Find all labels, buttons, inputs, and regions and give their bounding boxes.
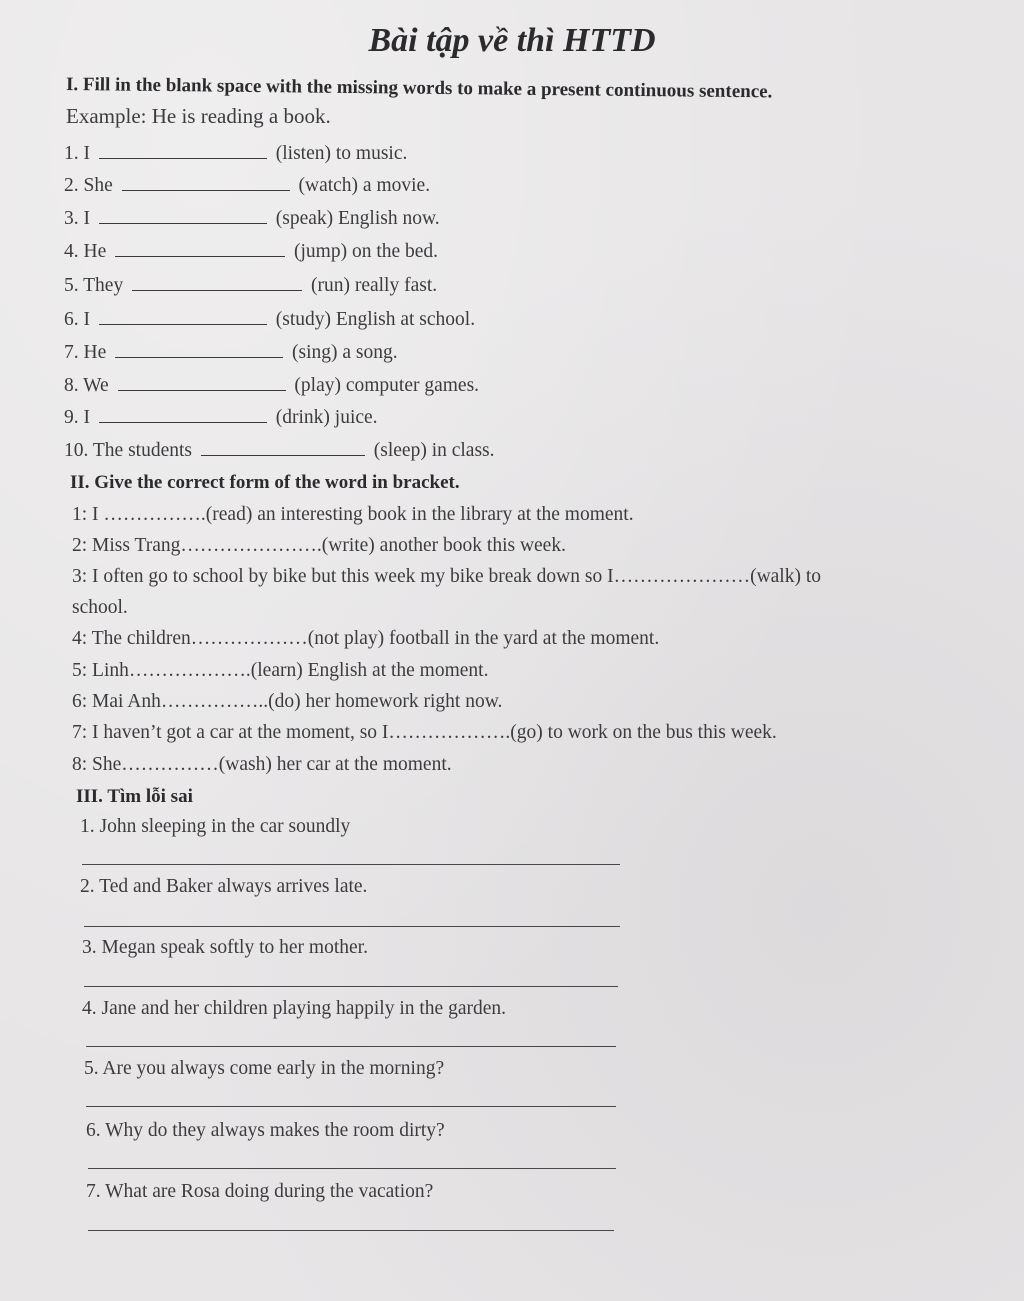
answer-blank	[118, 372, 286, 391]
s2-item-2: 2: Miss Trang………………….(write) another book this week.	[72, 535, 566, 556]
answer-line	[84, 986, 618, 987]
answer-blank	[99, 140, 267, 159]
s2-item-6: 6: Mai Anh……………..(do) her homework right now.	[72, 691, 503, 712]
s1-item-3: 3. I (speak) English now.	[64, 205, 440, 230]
s1-item-8: 8. We (play) computer games.	[64, 372, 479, 397]
s1-item-9: 9. I (drink) juice.	[64, 404, 378, 429]
answer-blank	[115, 238, 285, 257]
s3-item-7: 7. What are Rosa doing during the vacation?	[86, 1181, 434, 1202]
answer-line	[82, 864, 620, 865]
s2-item-3: 3: I often go to school by bike but this week my bike break down so I…………………(walk) to	[72, 566, 822, 587]
s2-item-3-cont: school.	[72, 597, 128, 618]
s2-item-8: 8: She……………(wash) her car at the moment.	[72, 754, 452, 775]
page-title: Bài tập về thì HTTD	[368, 22, 656, 59]
s1-item-2: 2. She (watch) a movie.	[64, 172, 430, 197]
s3-item-5: 5. Are you always come early in the morning?	[84, 1058, 445, 1079]
answer-line	[86, 1106, 616, 1107]
answer-line	[88, 1168, 616, 1169]
answer-blank	[99, 306, 267, 325]
s3-item-4: 4. Jane and her children playing happily in the garden.	[82, 998, 506, 1019]
s2-item-5: 5: Linh……………….(learn) English at the moment.	[72, 660, 489, 681]
section3-heading: III. Tìm lỗi sai	[76, 786, 193, 807]
s1-item-5: 5. They (run) really fast.	[64, 272, 437, 297]
answer-blank	[99, 404, 267, 423]
s2-item-4: 4: The children………………(not play) football in the yard at the moment.	[72, 628, 660, 649]
section1-heading: I. Fill in the blank space with the missing words to make a present continuous sentence.	[65, 74, 773, 103]
s1-item-1: 1. I (listen) to music.	[64, 140, 407, 165]
section1-example: Example: He is reading a book.	[66, 104, 331, 128]
s1-item-7: 7. He (sing) a song.	[64, 339, 398, 364]
s1-item-4: 4. He (jump) on the bed.	[64, 238, 438, 263]
s3-item-3: 3. Megan speak softly to her mother.	[82, 937, 368, 958]
answer-blank	[122, 172, 290, 191]
s1-item-10: 10. The students (sleep) in class.	[64, 437, 495, 462]
answer-line	[84, 926, 620, 927]
s3-item-1: 1. John sleeping in the car soundly	[80, 816, 351, 837]
s2-item-1: 1: I …………….(read) an interesting book in the library at the moment.	[72, 504, 634, 525]
answer-blank	[99, 205, 267, 224]
answer-line	[86, 1046, 616, 1047]
s3-item-2: 2. Ted and Baker always arrives late.	[80, 876, 368, 897]
answer-blank	[115, 339, 283, 358]
answer-blank	[132, 272, 302, 291]
s1-item-6: 6. I (study) English at school.	[64, 306, 475, 331]
answer-line	[88, 1230, 614, 1231]
s2-item-7: 7: I haven’t got a car at the moment, so I……………….(go) to work on the bus this week.	[72, 722, 777, 743]
s3-item-6: 6. Why do they always makes the room dirty?	[86, 1120, 445, 1141]
answer-blank	[201, 437, 365, 456]
section2-heading: II. Give the correct form of the word in bracket.	[70, 472, 460, 493]
